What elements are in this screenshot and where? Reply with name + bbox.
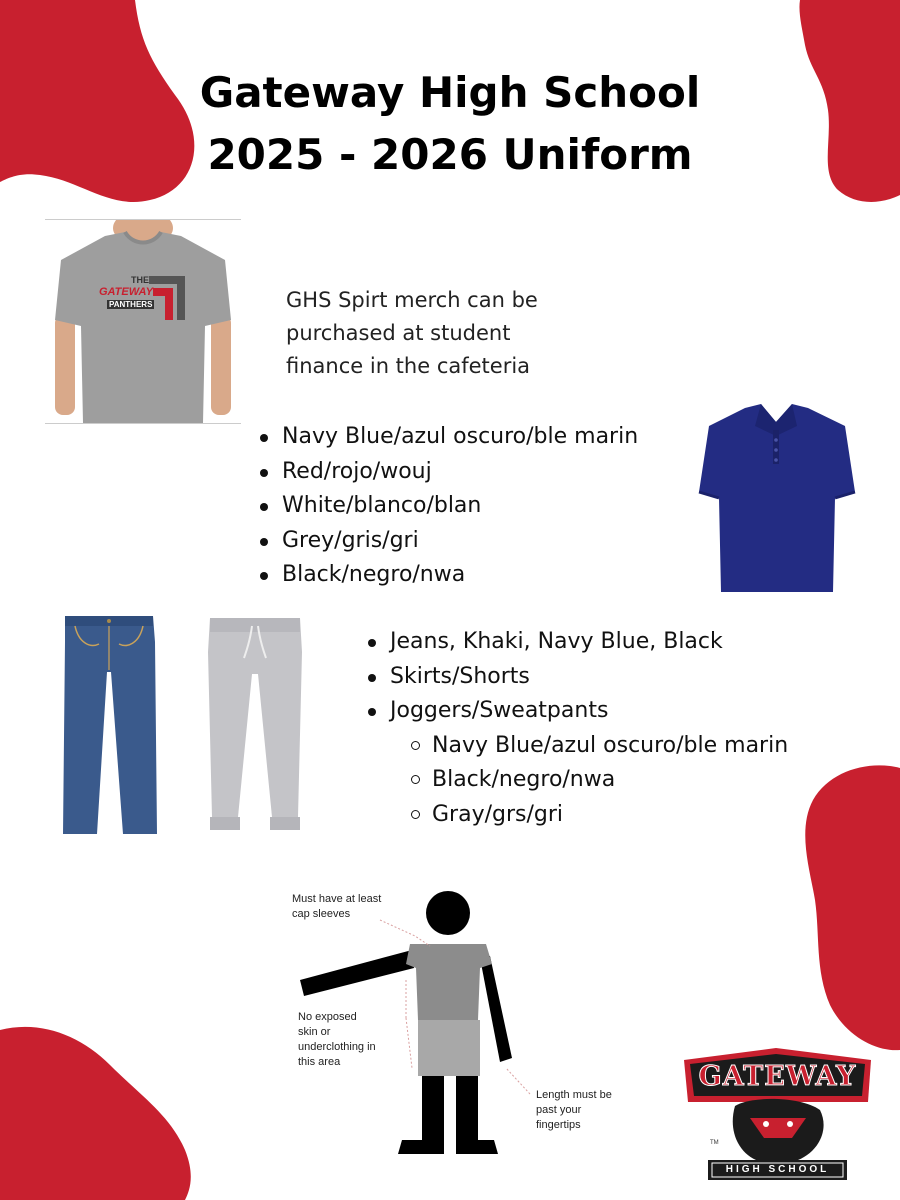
title-line-2: 2025 - 2026 Uniform <box>207 130 693 179</box>
page-title <box>0 62 900 186</box>
red-blob-bottom-left <box>0 1020 200 1200</box>
merch-note: GHS Spirt merch can be purchased at student finance in the cafeteria <box>286 288 538 378</box>
jogger-color-list <box>390 729 788 833</box>
tshirt-graphic-the: THE <box>131 275 149 285</box>
sleeves-label: Must have at least cap sleeves <box>292 893 382 920</box>
logo-sub: HIGH SCHOOL <box>725 1164 830 1175</box>
shirt-color-list <box>258 420 638 593</box>
logo-tm: TM <box>710 1140 719 1146</box>
skin-label: No exposed skin or underclothing in this area <box>298 1011 376 1068</box>
list-item-joggers <box>366 694 788 832</box>
spirit-tshirt-photo <box>45 219 241 424</box>
sweatpants-photo <box>200 612 310 837</box>
list-item: White/blanco/blan <box>258 489 638 524</box>
sub-list-item: Gray/grs/gri <box>408 798 788 833</box>
bottoms-list <box>366 625 788 832</box>
length-label: Length must be past your fingertips <box>536 1089 612 1131</box>
tshirt-graphic-gateway: GATEWAY <box>99 286 153 298</box>
list-item: Black/negro/nwa <box>258 558 638 593</box>
title-line-1: Gateway High School <box>199 68 701 117</box>
gateway-logo <box>680 1040 875 1185</box>
tshirt-graphic-panthers: PANTHERS <box>109 300 153 309</box>
dress-code-diagram <box>280 868 620 1168</box>
navy-polo-photo <box>695 400 858 598</box>
red-blob-right <box>775 760 900 1060</box>
sub-list-item: Navy Blue/azul oscuro/ble marin <box>408 729 788 764</box>
list-item: Grey/gris/gri <box>258 524 638 559</box>
list-item: Navy Blue/azul oscuro/ble marin <box>258 420 638 455</box>
list-item: Red/rojo/wouj <box>258 455 638 490</box>
jeans-photo <box>55 612 165 837</box>
list-item: Skirts/Shorts <box>366 660 788 695</box>
list-item-label: Joggers/Sweatpants <box>390 698 609 723</box>
sub-list-item: Black/negro/nwa <box>408 763 788 798</box>
list-item: Jeans, Khaki, Navy Blue, Black <box>366 625 788 660</box>
logo-name: GATEWAY <box>698 1061 857 1092</box>
